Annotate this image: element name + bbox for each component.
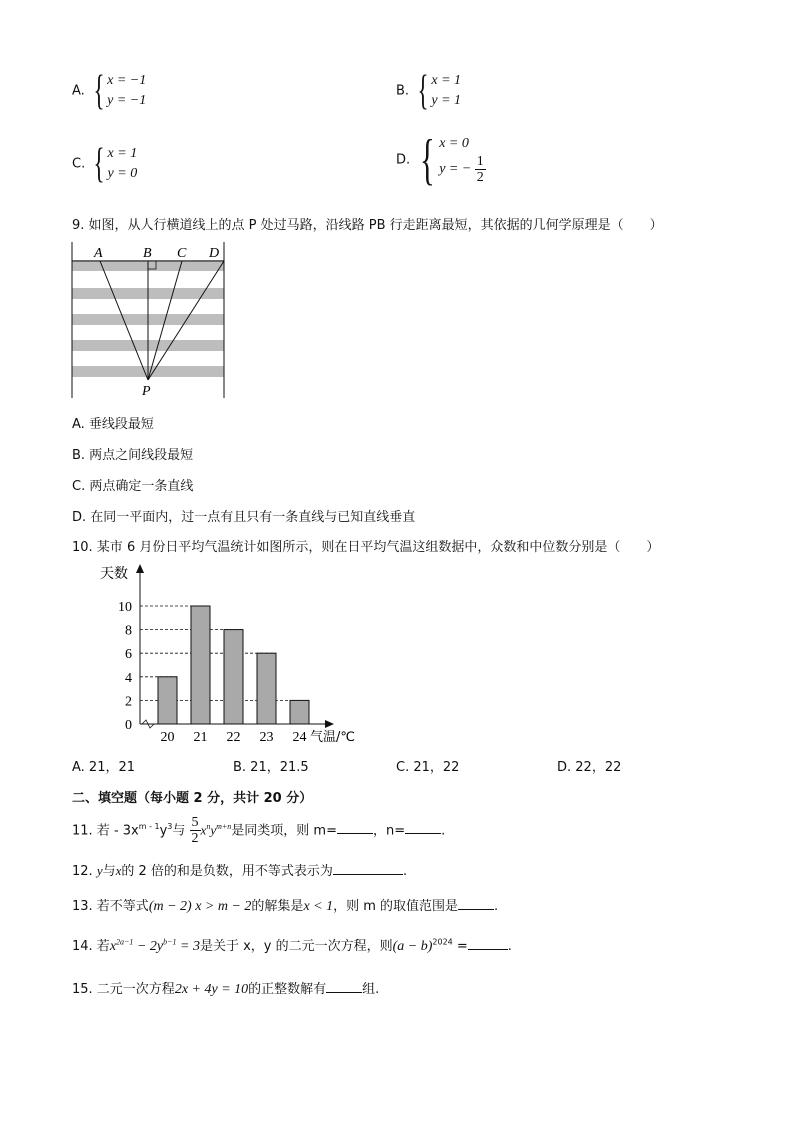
y-tick-label: 6	[125, 647, 132, 663]
q10-text: 10. 某市 6 月份日平均气温统计如图所示，则在日平均气温这组数据中，众数和中位数分别是（ ）	[72, 540, 660, 555]
label-b: B	[143, 246, 152, 261]
answer-blank[interactable]	[405, 821, 441, 834]
equation-line: x = 1	[107, 146, 138, 161]
option-letter: D.	[396, 152, 411, 168]
q14: 14. 若$x^{2a-1} - 2y^{b-1} = 3$是关于 x，y 的二元一次方程，则$(a - b)^{2024}$ = .	[72, 937, 512, 954]
section-title: 二、填空题（每小题 2 分，共计 20 分）	[72, 791, 313, 806]
equation-line: x = 1	[431, 73, 462, 88]
q12: 12. y与x的 2 倍的和是负数，用不等式表示为 .	[72, 863, 408, 879]
y-tick-label: 2	[125, 694, 132, 710]
answer-blank[interactable]	[337, 821, 373, 834]
q10-option-b: B. 21，21.5	[233, 760, 309, 775]
x-tick-label: 24	[292, 730, 307, 745]
x-tick-label: 22	[226, 730, 241, 745]
equation-system	[414, 129, 486, 191]
temperature-bar-chart	[92, 560, 382, 750]
equation-line: y = 1	[431, 93, 462, 108]
brace: {	[417, 68, 429, 114]
x-axis-arrow	[325, 720, 334, 728]
q8-option-b	[396, 70, 461, 112]
y-tick-label: 10	[118, 600, 132, 615]
label-a: A	[94, 246, 103, 261]
bar-20	[158, 677, 177, 724]
y-axis-title: 天数	[100, 566, 128, 582]
answer-blank[interactable]	[458, 897, 494, 910]
q8-option-a	[72, 70, 146, 112]
bar-24	[290, 700, 309, 724]
crosswalk-figure	[66, 240, 236, 400]
x-tick-label: 23	[259, 730, 274, 745]
fraction: $\frac{1}{2}$	[476, 153, 484, 185]
brace: {	[93, 68, 105, 114]
label-d: D	[209, 246, 220, 261]
x-tick-label: 21	[193, 730, 208, 745]
equation-line: x = −1	[107, 73, 147, 88]
q10-option-c: C. 21，22	[396, 760, 460, 775]
brace: {	[420, 129, 436, 191]
label-c: C	[177, 246, 187, 261]
q13: 13. 若不等式(m − 2) x > m − 2的解集是x < 1，则 m 的取值范围是 .	[72, 899, 499, 914]
option-letter: C.	[72, 156, 86, 172]
equation-line: y = 0	[107, 166, 138, 181]
equation-system	[413, 70, 461, 112]
equation-line: x = 0	[439, 135, 469, 151]
y-axis-arrow	[136, 564, 144, 573]
option-letter: B.	[396, 83, 410, 99]
q9-option-a: A. 垂线段最短	[72, 417, 154, 432]
equation-line: y = −1	[107, 93, 147, 108]
answer-blank[interactable]	[468, 937, 508, 950]
bar-21	[191, 606, 210, 724]
bar-22	[224, 630, 243, 724]
answer-blank[interactable]	[326, 980, 362, 993]
q8-option-c	[72, 143, 137, 185]
y-tick-label: 4	[125, 670, 132, 686]
bar-23	[257, 653, 276, 724]
q10-option-a: A. 21，21	[72, 760, 136, 775]
equation-system	[89, 70, 146, 112]
option-letter: A.	[72, 83, 85, 99]
q9-option-c: C. 两点确定一条直线	[72, 479, 194, 494]
q9-option-d: D. 在同一平面内，过一点有且只有一条直线与已知直线垂直	[72, 510, 416, 525]
equation-line: y = − $\frac{1}{2}$	[439, 153, 484, 185]
x-axis-title: 气温/℃	[310, 730, 355, 745]
y-tick-label: 0	[125, 718, 132, 733]
brace: {	[93, 141, 105, 187]
equation-system	[89, 143, 137, 185]
q15: 15. 二元一次方程2x + 4y = 10的正整数解有 组.	[72, 982, 380, 997]
q9-text: 9. 如图，从人行横道线上的点 P 处过马路，沿线路 PB 行走距离最短，其依据的几何学原理是（ ）	[72, 218, 663, 233]
fraction: $\frac{5}{2}$	[191, 815, 199, 847]
y-tick-label: 8	[125, 623, 132, 639]
label-p: P	[142, 384, 151, 399]
q9-option-b: B. 两点之间线段最短	[72, 448, 194, 463]
answer-blank[interactable]	[333, 862, 403, 875]
q11: 11. 若 - $3x^{m - 1}y^3$与 $\frac{5}{2}$ $x^ny^{m+n}$是同类项，则 m= ，n= .	[72, 815, 446, 847]
q8-option-d	[396, 129, 486, 191]
q10-option-d: D. 22，22	[557, 760, 622, 775]
x-tick-label: 20	[160, 730, 175, 745]
